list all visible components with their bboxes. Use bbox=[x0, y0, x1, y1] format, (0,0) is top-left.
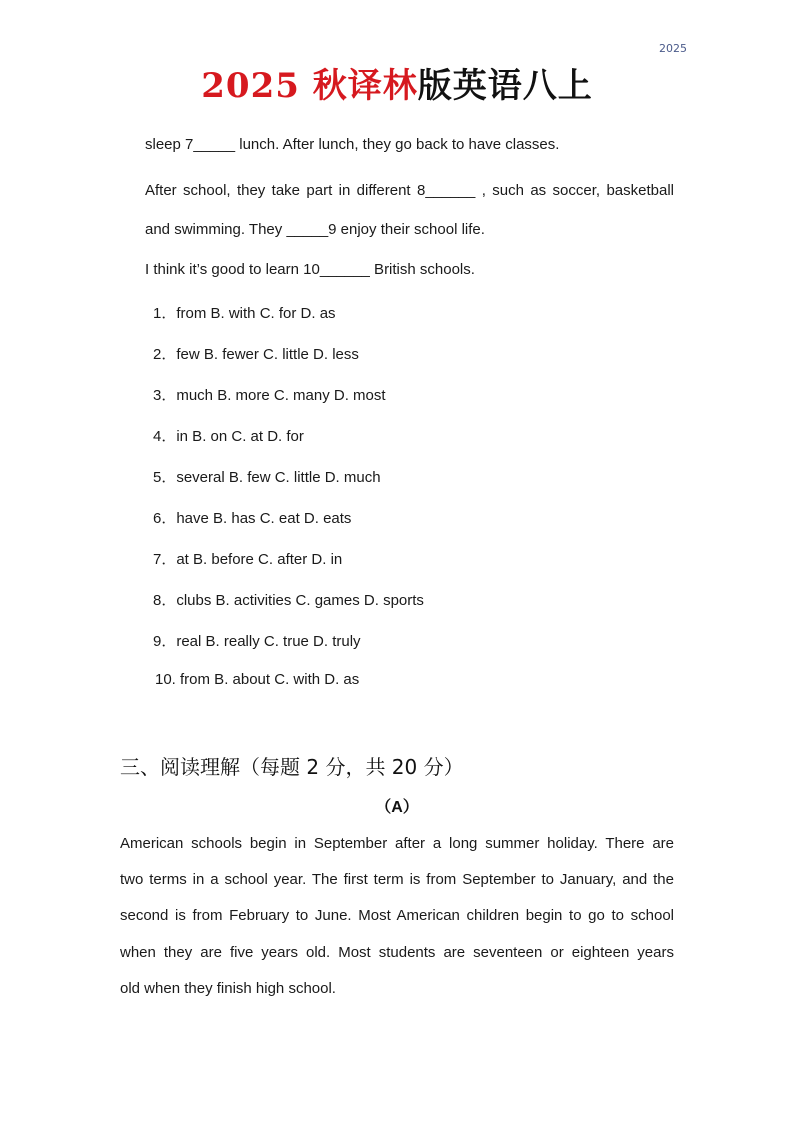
option-item-8: 8．clubs B. activities C. games D. sports bbox=[153, 592, 424, 609]
option-item-10: 10. from B. about C. with D. as bbox=[155, 671, 360, 688]
passage-line-4: I think it’s good to learn 10______ British schools. bbox=[145, 261, 475, 278]
option-item-7: 7．at B. before C. after D. in bbox=[153, 551, 343, 568]
reading-line-1: American schools begin in September after a long summer holiday. There are bbox=[120, 835, 674, 852]
reading-line-5: old when they finish high school. bbox=[120, 980, 336, 997]
title-red-part: 2025 秋译林 bbox=[201, 66, 418, 106]
header-year-tag: 2025 bbox=[659, 42, 687, 55]
option-item-1: 1．from B. with C. for D. as bbox=[153, 305, 336, 322]
option-item-5: 5．several B. few C. little D. much bbox=[153, 469, 381, 486]
option-item-9: 9．real B. really C. true D. truly bbox=[153, 633, 361, 650]
option-item-6: 6．have B. has C. eat D. eats bbox=[153, 510, 352, 527]
section-subheading: （A） bbox=[375, 799, 419, 816]
option-item-4: 4．in B. on C. at D. for bbox=[153, 428, 304, 445]
passage-line-2: After school, they take part in different 8______ , such as soccer, basketball bbox=[145, 182, 674, 199]
reading-line-3: second is from February to June. Most American children begin to go to school bbox=[120, 907, 674, 924]
option-item-2: 2．few B. fewer C. little D. less bbox=[153, 346, 359, 363]
option-item-3: 3．much B. more C. many D. most bbox=[153, 387, 386, 404]
reading-line-2: two terms in a school year. The first term is from September to January, and the bbox=[120, 871, 674, 888]
passage-line-3: and swimming. They _____9 enjoy their school life. bbox=[145, 221, 485, 238]
passage-line-1: sleep 7_____ lunch. After lunch, they go back to have classes. bbox=[145, 136, 560, 153]
document-title bbox=[0, 58, 794, 107]
reading-line-4: when they are five years old. Most students are seventeen or eighteen years bbox=[120, 944, 674, 961]
title-black-part: 版英语八上 bbox=[417, 66, 593, 106]
section-heading-reading: 三、阅读理解（每题 2 分，共 20 分） bbox=[120, 755, 464, 779]
